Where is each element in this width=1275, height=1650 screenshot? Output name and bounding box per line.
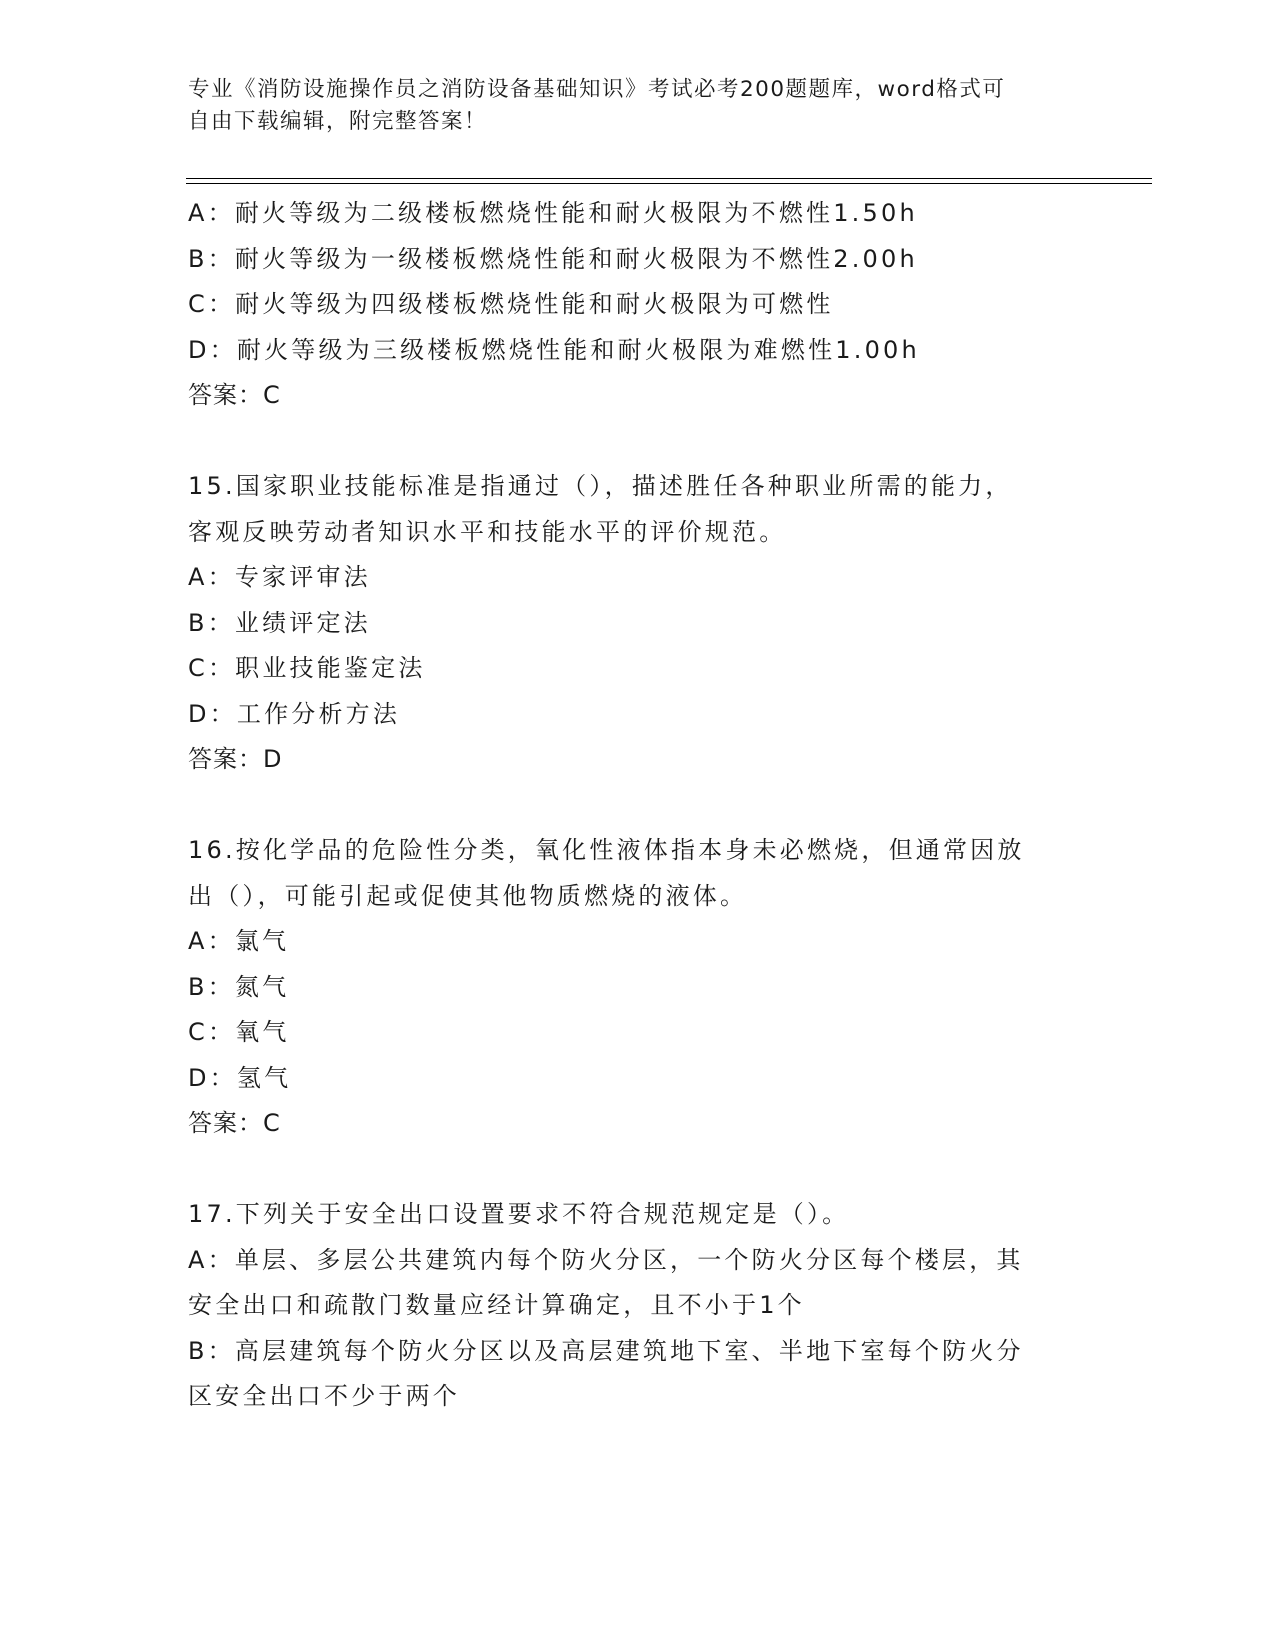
answer-value: C (263, 381, 281, 409)
question-content (188, 191, 1088, 1420)
answer-line (188, 737, 1088, 783)
option-b-line-1: B：高层建筑每个防火分区以及高层建筑地下室、半地下室每个防火分 (188, 1336, 1024, 1365)
question-stem-line-1: 16.按化学品的危险性分类，氧化性液体指本身未必燃烧，但通常因放 (188, 836, 1025, 864)
answer-label: 答案： (188, 745, 263, 773)
answer-value: D (263, 745, 283, 773)
question-spacer (188, 783, 1088, 829)
option-a: A：专家评审法 (188, 563, 371, 591)
option-a-line-2: 安全出口和疏散门数量应经计算确定，且不小于1个 (188, 1291, 805, 1319)
answer-label: 答案： (188, 381, 263, 409)
option-b-line-2: 区安全出口不少于两个 (188, 1382, 460, 1410)
option-b: B：业绩评定法 (188, 608, 371, 637)
option-a-line-1: A：单层、多层公共建筑内每个防火分区，一个防火分区每个楼层，其 (188, 1245, 1024, 1274)
option-a: A：氯气 (188, 927, 290, 955)
document-header (188, 74, 1068, 138)
question-15 (188, 464, 1088, 783)
option-b: B：氮气 (188, 972, 290, 1001)
question-16 (188, 828, 1088, 1147)
option-b: B：耐火等级为一级楼板燃烧性能和耐火极限为不燃性2.00h (188, 244, 918, 273)
answer-line (188, 1101, 1088, 1147)
question-17-partial (188, 1192, 1088, 1420)
header-divider-top (186, 178, 1152, 179)
answer-value: C (263, 1109, 281, 1137)
option-d: D：耐火等级为三级楼板燃烧性能和耐火极限为难燃性1.00h (188, 335, 920, 364)
answer-line (188, 373, 1088, 419)
option-c: C：氧气 (188, 1018, 290, 1046)
question-stem-line-1: 17.下列关于安全出口设置要求不符合规范规定是（）。 (188, 1200, 850, 1228)
option-c: C：耐火等级为四级楼板燃烧性能和耐火极限为可燃性 (188, 290, 834, 318)
option-d: D：氢气 (188, 1063, 292, 1092)
option-d: D：工作分析方法 (188, 699, 401, 728)
question-14-partial (188, 191, 1088, 419)
question-spacer (188, 1147, 1088, 1193)
option-c: C：职业技能鉴定法 (188, 654, 426, 682)
question-stem-line-1: 15.国家职业技能标准是指通过（），描述胜任各种职业所需的能力， (188, 472, 1013, 500)
option-a: A：耐火等级为二级楼板燃烧性能和耐火极限为不燃性1.50h (188, 199, 918, 227)
header-line-1: 专业《消防设施操作员之消防设备基础知识》考试必考200题题库，word格式可 (188, 77, 1006, 102)
header-divider-bottom (186, 183, 1152, 184)
question-stem-line-2: 客观反映劳动者知识水平和技能水平的评价规范。 (188, 517, 787, 546)
answer-label: 答案： (188, 1109, 263, 1137)
question-spacer (188, 419, 1088, 465)
question-stem-line-2: 出（），可能引起或促使其他物质燃烧的液体。 (188, 881, 748, 910)
header-line-2: 自由下载编辑，附完整答案！ (188, 109, 488, 134)
